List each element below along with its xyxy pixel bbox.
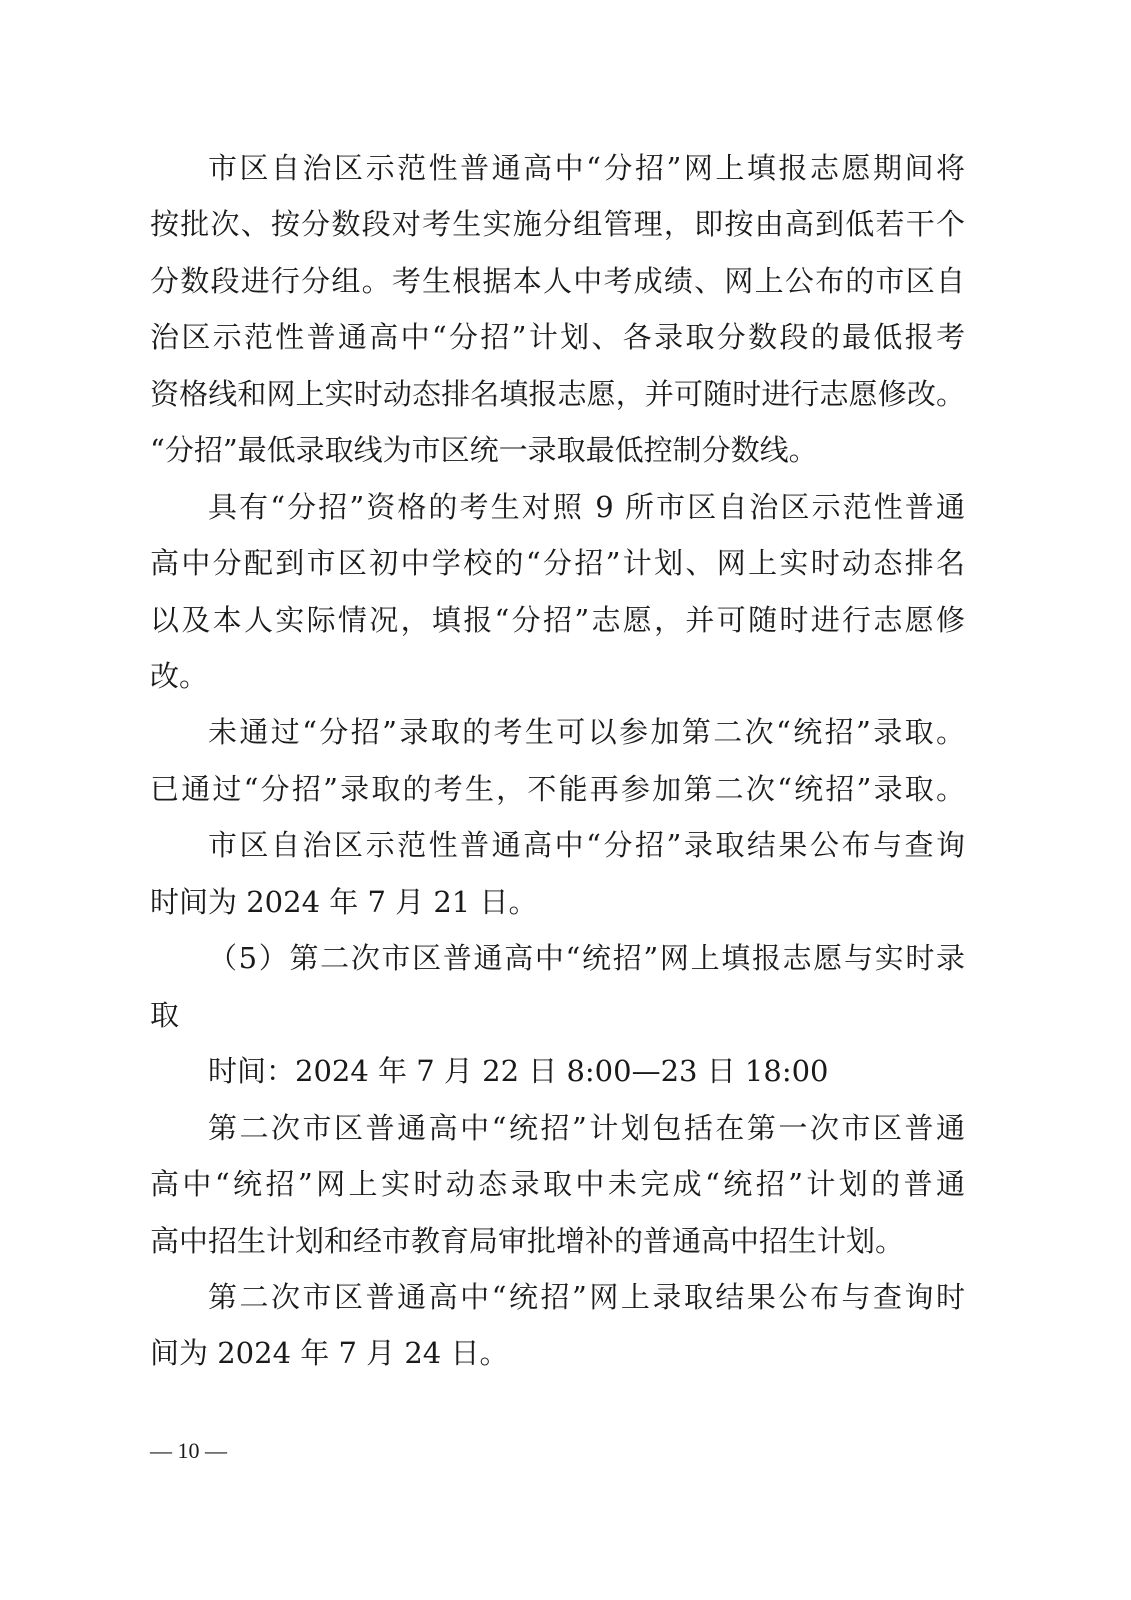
text-line: 以及本人实际情况，填报“分招”志愿，并可随时进行志愿修 [150, 603, 965, 637]
section-heading: 取 [150, 998, 180, 1032]
text-line: 市区自治区示范性普通高中“分招”录取结果公布与查询 [208, 828, 965, 862]
text-line: 高中分配到市区初中学校的“分招”计划、网上实时动态排名 [150, 546, 965, 580]
text-line: 已通过“分招”录取的考生，不能再参加第二次“统招”录取。 [150, 772, 965, 806]
text-line: 未通过“分招”录取的考生可以参加第二次“统招”录取。 [208, 715, 965, 749]
text-line: 分数段进行分组。考生根据本人中考成绩、网上公布的市区自 [150, 264, 965, 298]
text-line: 治区示范性普通高中“分招”计划、各录取分数段的最低报考 [150, 320, 965, 354]
text-line: 间为 2024 年 7 月 24 日。 [150, 1336, 509, 1370]
text-line: 按批次、按分数段对考生实施分组管理，即按由高到低若干个 [150, 207, 965, 241]
text-line: 高中招生计划和经市教育局审批增补的普通高中招生计划。 [150, 1224, 905, 1258]
text-line: 具有“分招”资格的考生对照 9 所市区自治区示范性普通 [208, 490, 965, 524]
text-line: 时间为 2024 年 7 月 21 日。 [150, 885, 538, 919]
text-line: 改。 [150, 659, 209, 693]
page-number: — 10 — [150, 1438, 227, 1463]
text-line: 时间：2024 年 7 月 22 日 8:00—23 日 18:00 [208, 1054, 829, 1088]
text-line: 第二次市区普通高中“统招”计划包括在第一次市区普通 [208, 1111, 965, 1145]
text-line: 第二次市区普通高中“统招”网上录取结果公布与查询时 [208, 1280, 965, 1314]
section-heading: （5）第二次市区普通高中“统招”网上填报志愿与实时录 [208, 941, 965, 975]
text-line: “分招”最低录取线为市区统一录取最低控制分数线。 [150, 433, 818, 467]
text-line: 市区自治区示范性普通高中“分招”网上填报志愿期间将 [208, 151, 965, 185]
text-line: 资格线和网上实时动态排名填报志愿，并可随时进行志愿修改。 [150, 377, 965, 411]
text-line: 高中“统招”网上实时动态录取中未完成“统招”计划的普通 [150, 1167, 965, 1201]
